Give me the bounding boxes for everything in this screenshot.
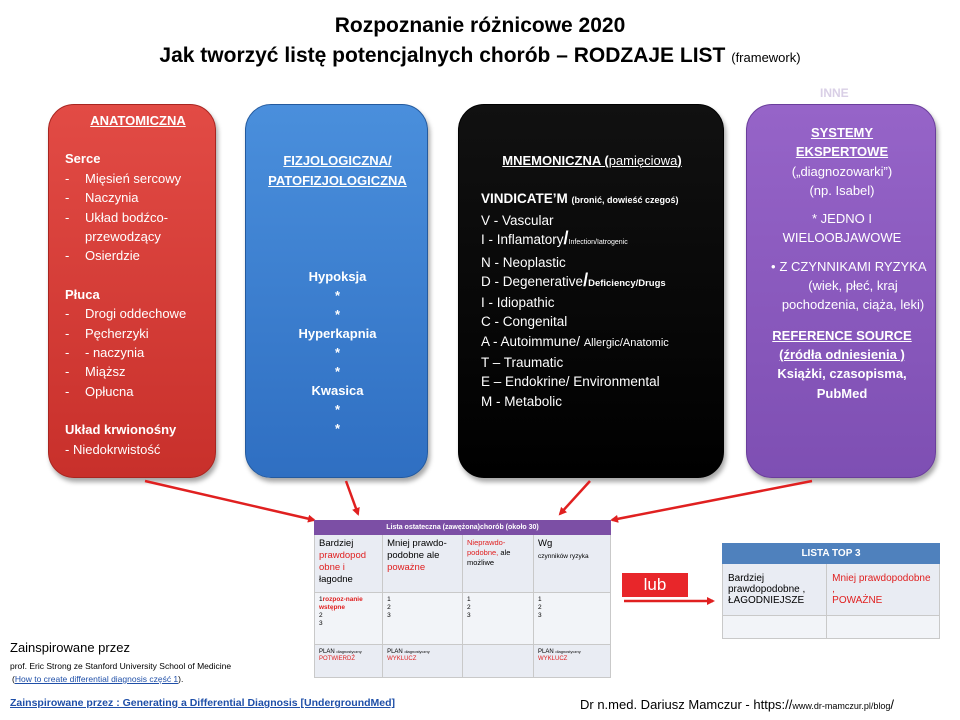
reference-heading: REFERENCE SOURCE — [772, 327, 912, 343]
table-cell — [462, 535, 533, 593]
plan-small: diagnostyczny — [555, 649, 581, 654]
cell-text: Bardziej — [319, 538, 354, 549]
list-item: - Pęcherzyki — [65, 324, 211, 343]
table-cell — [383, 593, 463, 645]
subtitle-main: Jak tworzyć listę potencjalnych chorób – RODZAJE LIST — [159, 44, 726, 67]
list-item: * — [334, 345, 341, 360]
table-cell — [315, 645, 383, 678]
cell-line — [319, 596, 378, 612]
underground-med-link[interactable]: Zainspirowane przez : Generating a Differential Diagnosis [UndergroundMed] — [10, 697, 396, 709]
list-item: - Miąższ — [65, 362, 211, 381]
item-slash: / — [583, 269, 589, 290]
expert-line3: („diagnozowarki”) — [791, 163, 893, 179]
table-cell — [462, 645, 533, 678]
num: 1 — [387, 596, 391, 603]
mnemonic-heading-bold: MNEMONICZNA ( — [502, 153, 609, 168]
table-cell — [383, 535, 463, 593]
plan-label: PLAN — [387, 649, 403, 655]
list-item: - Układ bodźco-przewodzący — [65, 208, 211, 247]
item-slash: / — [563, 228, 569, 249]
list-item: * — [334, 421, 341, 436]
list-item: N - Neoplastic — [481, 254, 566, 270]
cell-text-red: rozpoz-nanie wstępne — [319, 596, 363, 611]
plan-small: diagnostyczny — [336, 649, 362, 654]
num: 2 — [387, 604, 391, 611]
mnemonic-heading-thin: pamięciowa — [608, 153, 678, 168]
list-item: Kwasica — [311, 383, 364, 398]
top3-header: LISTA TOP 3 — [723, 544, 940, 564]
item-small: Deficiency/Drugs — [588, 277, 666, 289]
author-end: / — [890, 697, 895, 712]
list-item: * — [334, 307, 341, 322]
list-item: Hypoksja — [308, 269, 367, 284]
risk-factors-bullet: • Z CZYNNIKAMI RYZYKA (wiek, płeć, kraj pochodzenia, ciąża, leki) — [755, 257, 929, 315]
expert-line5: * JEDNO I — [812, 211, 872, 227]
group-heart-title: Serce — [65, 151, 101, 167]
cell-text-red: prawdopod obne i — [319, 550, 367, 573]
list-item: - Naczynia — [65, 188, 211, 207]
table-cell — [534, 535, 611, 593]
expert-line6: WIELOOBJAWOWE — [782, 230, 902, 246]
cell-text: Mniej prawdo-podobne ale — [387, 538, 447, 561]
plan-action: WYKLUCZ — [387, 656, 417, 662]
mnemonic-heading-end: ) — [677, 153, 682, 168]
item-small: Allergic/Anatomic — [583, 336, 669, 349]
prof-credit: prof. Eric Strong ze Stanford University School of Medicine — [10, 661, 232, 671]
list-item: - Mięsień sercowy — [65, 169, 211, 188]
num: 3 — [387, 612, 391, 619]
num: 3 — [466, 612, 471, 619]
table-cell — [723, 616, 827, 639]
author-url: www.dr-mamczur.pl/blog — [792, 701, 891, 711]
num: 1 — [319, 596, 323, 603]
list-item: - Opłucna — [65, 382, 211, 401]
vindicate-word: VINDICATE’M — [481, 191, 568, 206]
item-main: D - Degenerative — [481, 273, 584, 289]
lub-label: lub — [622, 573, 688, 597]
reference-subheading: (źródła odniesienia ) — [779, 346, 905, 362]
list-item: V - Vascular — [481, 213, 554, 228]
top3-table — [722, 543, 940, 639]
list-item: C - Congenital — [481, 314, 568, 330]
item-main: A - Autoimmune/ — [481, 333, 584, 349]
num: 3 — [538, 612, 542, 619]
cell-line: Mniej prawdopodobne , — [832, 573, 931, 595]
table-cell — [383, 645, 463, 678]
final-list-table — [314, 520, 611, 678]
plan-label: PLAN — [538, 649, 554, 655]
num: 3 — [319, 620, 323, 627]
inspired-label: Zainspirowane przez — [10, 640, 130, 655]
list-item: Hyperkapnia — [298, 326, 377, 341]
cell-text-red: poważne — [387, 562, 426, 573]
cell-text: łagodne — [319, 574, 353, 585]
list-item: - Drogi oddechowe — [65, 304, 211, 323]
list-item: E – Endokrine/ Environmental — [481, 374, 660, 390]
cell-text: czynników ryzyka — [538, 553, 589, 560]
list-item: T – Traumatic — [481, 355, 564, 371]
cell-text: ale możliwe — [466, 548, 511, 567]
cell-line: POWAŻNE — [832, 595, 883, 606]
table-cell — [723, 564, 827, 616]
num: 1 — [538, 596, 542, 603]
plan-small: diagnostyczny — [404, 649, 430, 654]
num: 2 — [466, 604, 471, 611]
group-lungs-title: Płuca — [65, 286, 100, 302]
list-item: - - naczynia — [65, 343, 211, 362]
inne-label: INNE — [820, 86, 849, 100]
arrow-from-physiological — [346, 481, 358, 514]
list-item: * — [334, 402, 341, 417]
arrow-from-expert — [612, 481, 812, 520]
expert-heading-line1: SYSTEMY — [810, 125, 874, 140]
subtitle-framework: (framework) — [731, 50, 801, 65]
table-cell — [534, 645, 611, 678]
expert-line4: (np. Isabel) — [809, 182, 875, 198]
physiological-heading-line1: FIZJOLOGICZNA/ — [283, 153, 392, 168]
page-title: Rozpoznanie różnicowe 2020 — [334, 14, 626, 37]
table-cell — [827, 564, 940, 616]
link1-line — [12, 674, 183, 684]
table-cell — [534, 593, 611, 645]
item-small: Infection/Iatrogenic — [568, 239, 628, 247]
reference-line3: Książki, czasopisma, — [777, 366, 907, 382]
num: 1 — [466, 596, 471, 603]
table-cell — [827, 616, 940, 639]
physiological-heading-line2: PATOFIZJOLOGICZNA — [268, 173, 407, 188]
table-cell — [462, 593, 533, 645]
cell-line: ŁAGODNIEJSZE — [728, 595, 805, 606]
list-item: * — [334, 364, 341, 379]
list-item: M - Metabolic — [481, 393, 563, 409]
table-cell — [315, 535, 383, 593]
anatomical-heading: ANATOMICZNA — [90, 113, 186, 128]
author-main: Dr n.med. Dariusz Mamczur - https:// — [580, 697, 793, 712]
list-item: * — [334, 288, 341, 303]
num: 2 — [319, 612, 323, 619]
plan-action: POTWIERDŹ — [319, 656, 355, 662]
item-main: I - Inflamatory — [481, 232, 564, 248]
num: 2 — [538, 604, 542, 611]
vindicate-note: (bronić, dowieść czegoś) — [571, 195, 679, 205]
list-item: - Niedokrwistość — [65, 441, 161, 457]
list-item: I - Idiopathic — [481, 295, 555, 311]
expert-heading-line2: EKSPERTOWE — [795, 144, 889, 160]
cell-text: Wg — [538, 538, 553, 549]
table-cell — [315, 593, 383, 645]
arrow-from-mnemonic — [560, 481, 590, 514]
paren-open: ( — [12, 674, 15, 684]
list-item: - Osierdzie — [65, 246, 211, 265]
plan-label: PLAN — [319, 649, 335, 655]
paren-close: ). — [178, 674, 184, 684]
how-to-link[interactable]: How to create differential diagnosis część 1 — [14, 674, 179, 684]
plan-action: WYKLUCZ — [538, 656, 568, 662]
author-credit — [580, 697, 894, 712]
cell-text-red: Nieprawdo-podobne, — [466, 538, 506, 557]
group-blood-title: Układ krwionośny — [65, 422, 177, 438]
arrow-from-anatomical — [145, 481, 314, 520]
final-list-header: Lista ostateczna (zawężona)chorób (około 30) — [315, 521, 611, 535]
cell-line: Bardziej prawdopodobne , — [728, 573, 806, 595]
reference-line4: PubMed — [816, 385, 868, 401]
